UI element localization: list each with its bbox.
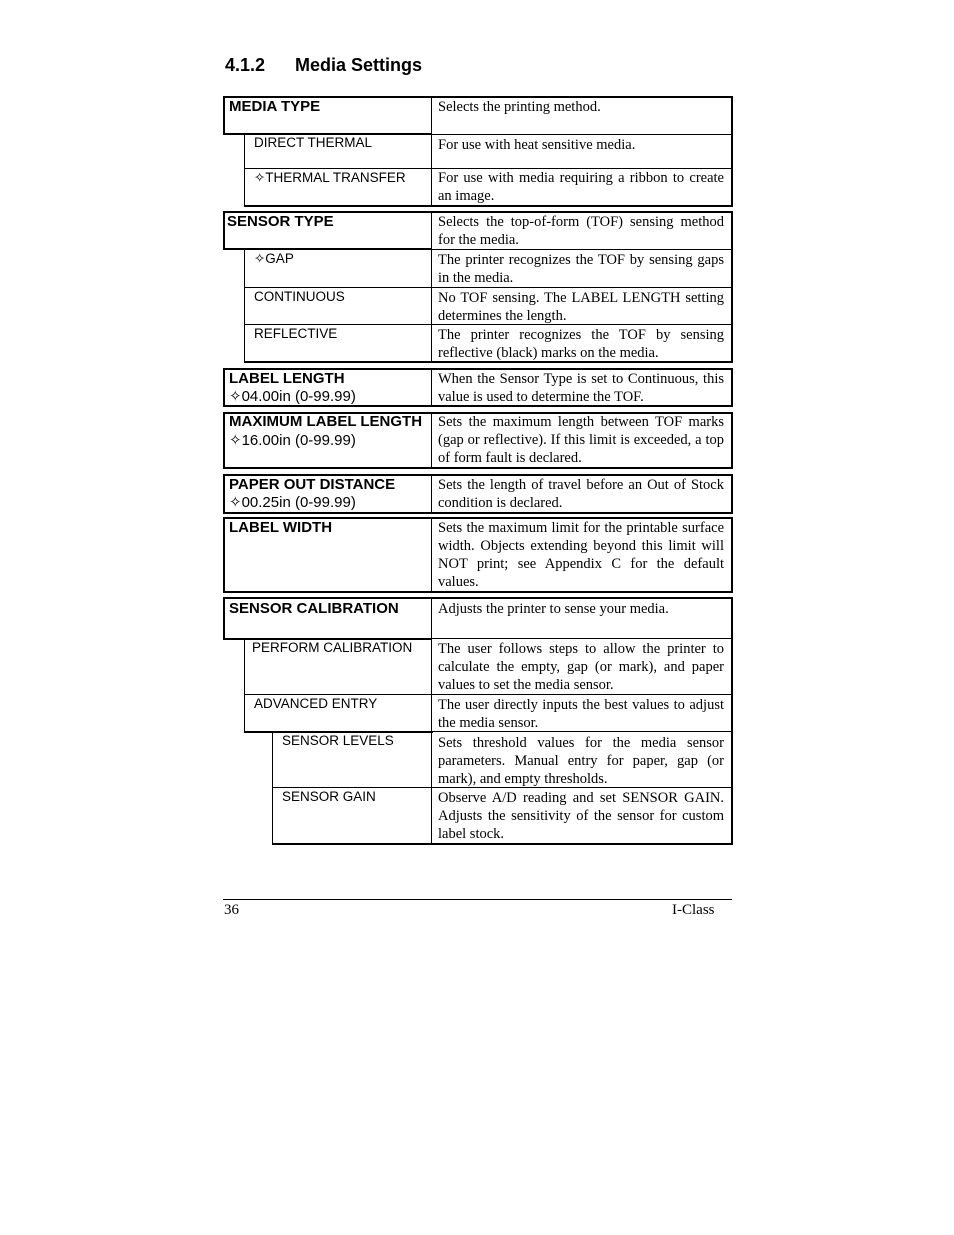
direct-thermal-desc: For use with heat sensitive media. — [438, 137, 636, 153]
paper-out-distance-label: PAPER OUT DISTANCE — [229, 476, 396, 493]
sensor-gain-desc: Observe A/D reading and set SENSOR GAIN. Adjusts the sensitivity of the sensor for custom label stock. — [438, 790, 724, 842]
continuous-label: CONTINUOUS — [254, 289, 345, 304]
section-heading — [225, 55, 422, 76]
section-title: Media Settings — [295, 55, 423, 75]
page-number: 36 — [224, 902, 239, 918]
sensor-gain-label: SENSOR GAIN — [282, 789, 376, 804]
reflective-desc: The printer recognizes the TOF by sensing reflective (black) marks on the media. — [438, 327, 724, 361]
thermal-transfer-desc: For use with media requiring a ribbon to create an image. — [438, 170, 724, 204]
paper-out-distance-desc: Sets the length of travel before an Out of Stock condition is declared. — [438, 477, 724, 511]
gap-label: ✧GAP — [254, 251, 294, 266]
gap-desc: The printer recognizes the TOF by sensing gaps in the media. — [438, 252, 724, 286]
sensor-levels-desc: Sets threshold values for the media sensor parameters. Manual entry for paper, gap (or mark), and empty thresholds. — [438, 735, 724, 787]
label-width-label: LABEL WIDTH — [229, 519, 333, 536]
label-length-desc: When the Sensor Type is set to Continuous, this value is used to determine the TOF. — [438, 371, 724, 405]
paper-out-distance-value: ✧00.25in (0-99.99) — [229, 494, 356, 511]
label-length-value: ✧04.00in (0-99.99) — [229, 388, 356, 405]
max-label-length-value: ✧16.00in (0-99.99) — [229, 432, 356, 449]
media-type-desc: Selects the printing method. — [438, 99, 601, 115]
max-label-length-desc: Sets the maximum length between TOF marks (gap or reflective). If this limit is exceeded, a top of form fault is declared. — [438, 414, 724, 466]
advanced-entry-desc: The user directly inputs the best values to adjust the media sensor. — [438, 697, 724, 731]
label-length-label: LABEL LENGTH — [229, 370, 345, 387]
sensor-type-label: SENSOR TYPE — [227, 213, 334, 230]
thermal-transfer-label: ✧THERMAL TRANSFER — [254, 170, 406, 185]
media-type-label: MEDIA TYPE — [229, 98, 321, 115]
product-name: I-Class — [672, 902, 715, 918]
max-label-length-label: MAXIMUM LABEL LENGTH — [229, 413, 423, 430]
direct-thermal-label: DIRECT THERMAL — [254, 135, 373, 150]
continuous-desc: No TOF sensing. The LABEL LENGTH setting determines the length. — [438, 290, 724, 324]
sensor-calibration-label: SENSOR CALIBRATION — [229, 600, 399, 617]
perform-calibration-label: PERFORM CALIBRATION — [252, 640, 413, 655]
sensor-calibration-desc: Adjusts the printer to sense your media. — [438, 601, 669, 617]
reflective-label: REFLECTIVE — [254, 326, 338, 341]
sensor-levels-label: SENSOR LEVELS — [282, 733, 394, 748]
footer-rule — [223, 899, 732, 900]
sensor-type-desc: Selects the top-of-form (TOF) sensing method for the media. — [438, 214, 724, 248]
label-width-desc: Sets the maximum limit for the printable surface width. Objects extending beyond this limit will NOT print; see Appendix C for the default values. — [438, 520, 724, 590]
advanced-entry-label: ADVANCED ENTRY — [254, 696, 378, 711]
section-number: 4.1.2 — [225, 55, 266, 75]
perform-calibration-desc: The user follows steps to allow the printer to calculate the empty, gap (or mark), and paper values to set the media sensor. — [438, 641, 724, 693]
